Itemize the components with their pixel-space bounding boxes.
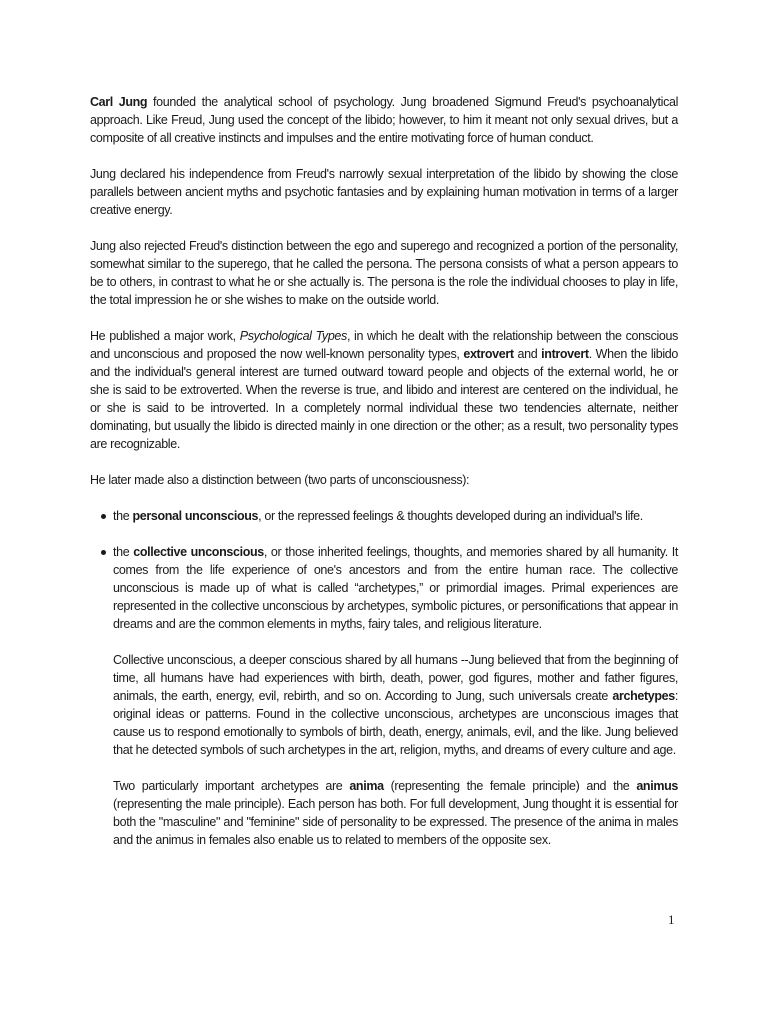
term-extrovert: extrovert	[463, 347, 514, 361]
list-item: the collective unconscious, or those inherited feelings, thoughts, and memories shared by all humanity. It comes from the life experience of one's ancestors and from the entire human race. The collective unconscious is made up of what is called “archetypes,” or primordial images. Primal experiences are represented in the collective unconscious by archetypes, symbolic pictures, or personifications that appear in dreams and are the common elements in myths, fairy tales, and religious literature.	[90, 543, 678, 633]
list-item: the personal unconscious, or the repressed feelings & thoughts developed during an individual's life.	[90, 507, 678, 525]
term-animus: animus	[636, 779, 678, 793]
term-anima: anima	[349, 779, 384, 793]
paragraph-collective-unconscious: Collective unconscious, a deeper conscious shared by all humans --Jung believed that from the beginning of time, all humans have had experiences with birth, death, power, god figures, mother and father figures, animals, the earth, energy, evil, rebirth, and so on. According to Jung, such universals create archetypes: original ideas or patterns. Found in the collective unconscious, archetypes are unconscious images that cause us to respond emotionally to symbols of birth, death, energy, animals, evil, and the like. Jung believed that he detected symbols of such archetypes in the art, religion, myths, and dreams of every culture and age.	[113, 653, 678, 757]
document-body	[90, 93, 678, 867]
term-personal-unconscious: personal unconscious	[132, 509, 259, 523]
term-collective-unconscious: collective unconscious	[133, 545, 264, 559]
bullet-icon	[101, 550, 106, 555]
bullet-icon	[101, 514, 106, 519]
paragraph-anima-animus: Two particularly important archetypes are anima (representing the female principle) and the animus (representing the male principle). Each person has both. For full development, Jung thought it is essential for both the "masculine" and "feminine" side of personality to be expressed. The presence of the anima in males and the animus in females also enable us to related to members of the opposite sex.	[113, 779, 678, 847]
paragraph-intro: Carl Jung founded the analytical school of psychology. Jung broadened Sigmund Freud's psychoanalytical approach. Like Freud, Jung used the concept of the libido; however, to him it meant not only sexual drives, but a composite of all creative instincts and impulses and the entire motivating force of human conduct.	[90, 95, 678, 145]
paragraph-psychological-types: He published a major work, Psychological Types, in which he dealt with the relationship between the conscious and unconscious and proposed the now well-known personality types, extrovert and introvert. When the libido and the individual's general interest are turned outward toward people and objects of the external world, he or she is said to be extroverted. When the reverse is true, and libido and interest are centered on the individual, he or she is said to be introverted. In a completely normal individual these two tendencies alternate, neither dominating, but usually the libido is directed mainly in one direction or the other; as a result, two personality types are recognizable.	[90, 329, 678, 451]
term-archetypes: archetypes	[612, 689, 675, 703]
book-title: Psychological Types	[239, 329, 347, 343]
paragraph-libido: Jung declared his independence from Freud's narrowly sexual interpretation of the libido by showing the close parallels between ancient myths and psychotic fantasies and by explaining human motivation in terms of a larger creative energy.	[90, 167, 678, 217]
paragraph-distinction: He later made also a distinction between (two parts of unconsciousness):	[90, 473, 470, 487]
paragraph-persona: Jung also rejected Freud's distinction between the ego and superego and recognized a portion of the personality, somewhat similar to the superego, that he called the persona. The persona consists of what a person appears to be to others, in contrast to what he or she actually is. The persona is the role the individual chooses to play in life, the total impression he or she wishes to make on the outside world.	[90, 239, 678, 307]
page-number: 1	[668, 912, 675, 927]
term-introvert: introvert	[541, 347, 589, 361]
name-carl-jung: Carl Jung	[90, 95, 148, 109]
bullet-list	[90, 507, 678, 633]
indented-section	[90, 651, 678, 849]
